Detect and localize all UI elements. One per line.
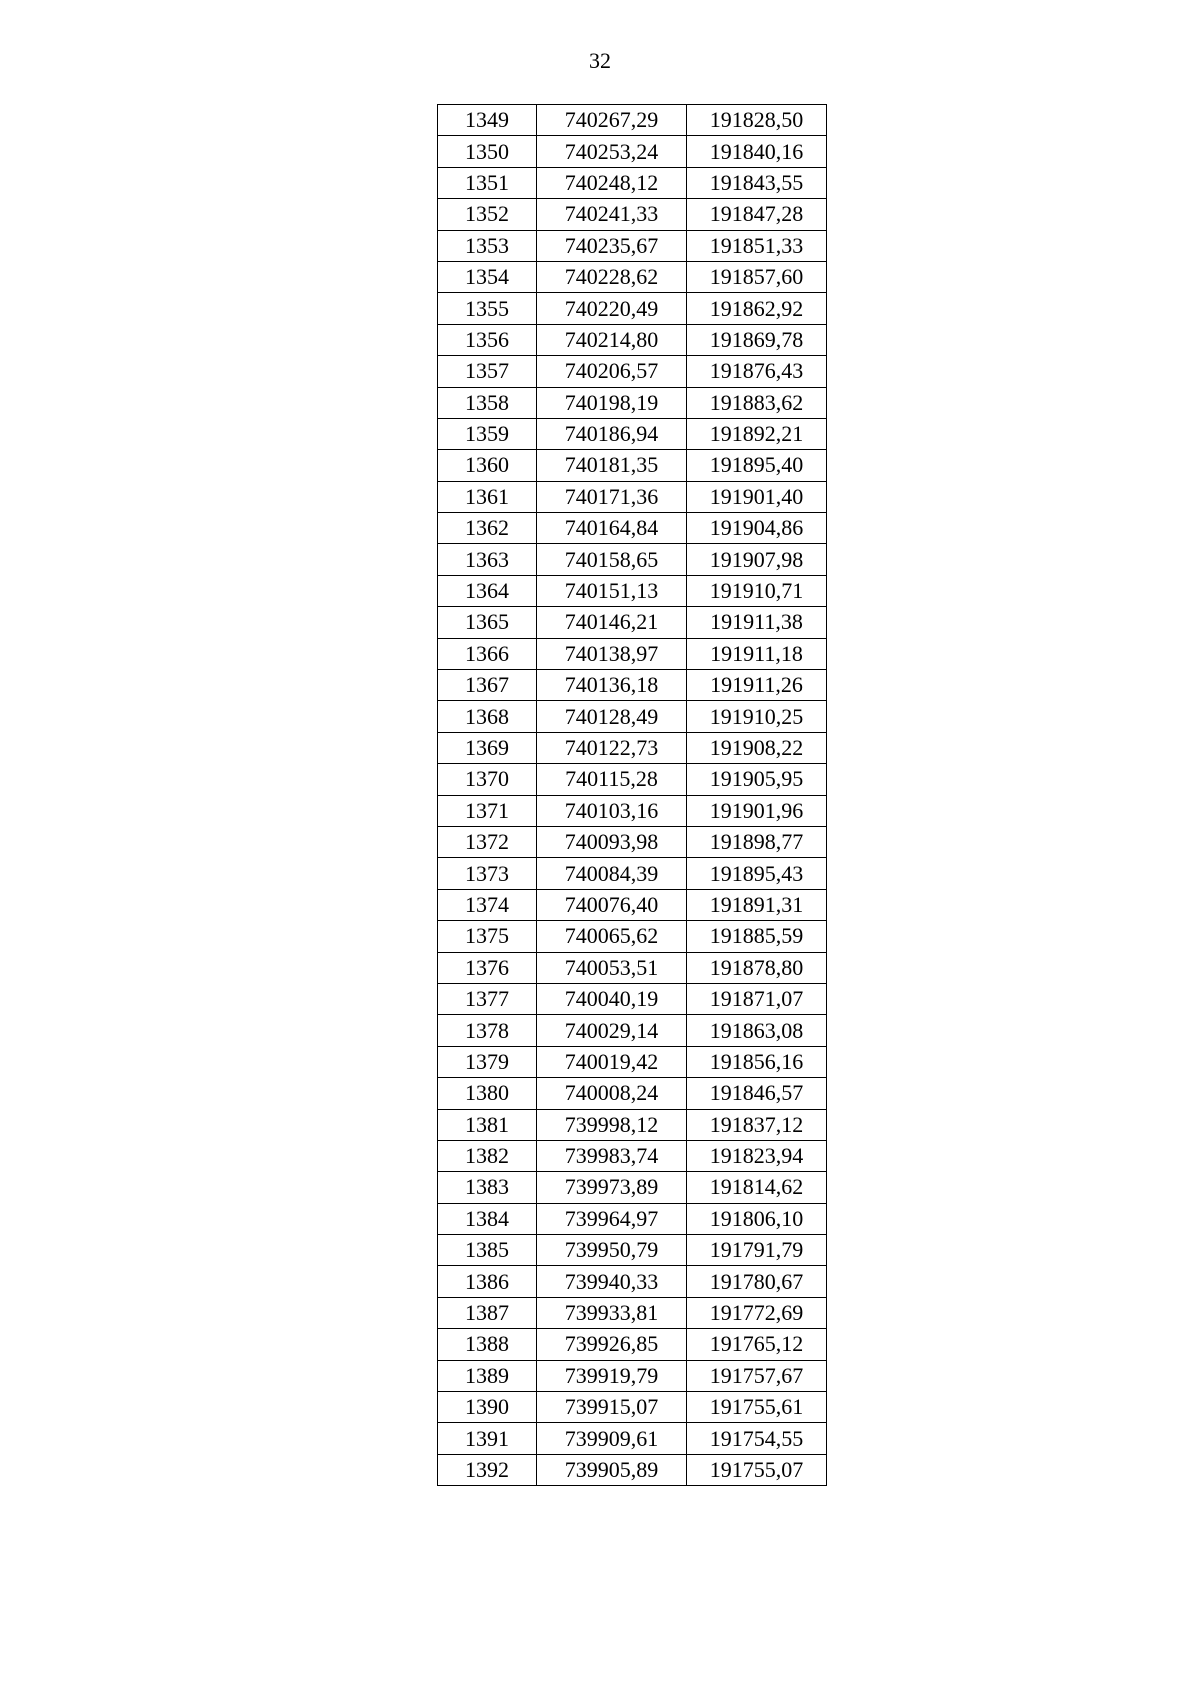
table-row — [438, 952, 827, 983]
point-number-cell: 1380 — [438, 1078, 537, 1109]
table-row — [438, 293, 827, 324]
table-row — [438, 670, 827, 701]
point-number-cell: 1361 — [438, 481, 537, 512]
table-row — [438, 1109, 827, 1140]
point-number-cell: 1392 — [438, 1454, 537, 1485]
x-coordinate-cell: 739915,07 — [537, 1392, 687, 1423]
table-row — [438, 889, 827, 920]
x-coordinate-cell: 739983,74 — [537, 1140, 687, 1171]
table-row — [438, 450, 827, 481]
point-number-cell: 1366 — [438, 638, 537, 669]
x-coordinate-cell: 740138,97 — [537, 638, 687, 669]
table-row — [438, 1078, 827, 1109]
table-row — [438, 167, 827, 198]
point-number-cell: 1381 — [438, 1109, 537, 1140]
y-coordinate-cell: 191901,40 — [687, 481, 827, 512]
x-coordinate-cell: 740220,49 — [537, 293, 687, 324]
y-coordinate-cell: 191871,07 — [687, 983, 827, 1014]
table-row — [438, 858, 827, 889]
table-row — [438, 1046, 827, 1077]
point-number-cell: 1360 — [438, 450, 537, 481]
point-number-cell: 1371 — [438, 795, 537, 826]
point-number-cell: 1368 — [438, 701, 537, 732]
x-coordinate-cell: 740181,35 — [537, 450, 687, 481]
y-coordinate-cell: 191863,08 — [687, 1015, 827, 1046]
table-row — [438, 921, 827, 952]
table-row — [438, 1203, 827, 1234]
y-coordinate-cell: 191754,55 — [687, 1423, 827, 1454]
x-coordinate-cell: 740053,51 — [537, 952, 687, 983]
table-row — [438, 1329, 827, 1360]
y-coordinate-cell: 191895,43 — [687, 858, 827, 889]
point-number-cell: 1389 — [438, 1360, 537, 1391]
x-coordinate-cell: 740158,65 — [537, 544, 687, 575]
point-number-cell: 1378 — [438, 1015, 537, 1046]
x-coordinate-cell: 739950,79 — [537, 1235, 687, 1266]
x-coordinate-cell: 740136,18 — [537, 670, 687, 701]
y-coordinate-cell: 191806,10 — [687, 1203, 827, 1234]
table-row — [438, 1360, 827, 1391]
table-row — [438, 105, 827, 136]
table-row — [438, 795, 827, 826]
x-coordinate-cell: 740008,24 — [537, 1078, 687, 1109]
x-coordinate-cell: 740128,49 — [537, 701, 687, 732]
table-row — [438, 1015, 827, 1046]
table-row — [438, 387, 827, 418]
y-coordinate-cell: 191828,50 — [687, 105, 827, 136]
table-row — [438, 199, 827, 230]
point-number-cell: 1352 — [438, 199, 537, 230]
table-row — [438, 607, 827, 638]
y-coordinate-cell: 191898,77 — [687, 826, 827, 857]
table-row — [438, 1140, 827, 1171]
y-coordinate-cell: 191883,62 — [687, 387, 827, 418]
point-number-cell: 1354 — [438, 261, 537, 292]
table-row — [438, 732, 827, 763]
point-number-cell: 1353 — [438, 230, 537, 261]
x-coordinate-cell: 740248,12 — [537, 167, 687, 198]
x-coordinate-cell: 740093,98 — [537, 826, 687, 857]
y-coordinate-cell: 191791,79 — [687, 1235, 827, 1266]
y-coordinate-cell: 191901,96 — [687, 795, 827, 826]
y-coordinate-cell: 191780,67 — [687, 1266, 827, 1297]
point-number-cell: 1390 — [438, 1392, 537, 1423]
table-row — [438, 1172, 827, 1203]
y-coordinate-cell: 191765,12 — [687, 1329, 827, 1360]
point-number-cell: 1357 — [438, 356, 537, 387]
x-coordinate-cell: 739933,81 — [537, 1297, 687, 1328]
x-coordinate-cell: 740241,33 — [537, 199, 687, 230]
x-coordinate-cell: 740029,14 — [537, 1015, 687, 1046]
y-coordinate-cell: 191856,16 — [687, 1046, 827, 1077]
x-coordinate-cell: 740186,94 — [537, 418, 687, 449]
y-coordinate-cell: 191823,94 — [687, 1140, 827, 1171]
point-number-cell: 1386 — [438, 1266, 537, 1297]
y-coordinate-cell: 191907,98 — [687, 544, 827, 575]
table-row — [438, 826, 827, 857]
y-coordinate-cell: 191772,69 — [687, 1297, 827, 1328]
x-coordinate-cell: 739998,12 — [537, 1109, 687, 1140]
x-coordinate-cell: 740040,19 — [537, 983, 687, 1014]
point-number-cell: 1350 — [438, 136, 537, 167]
table-row — [438, 764, 827, 795]
point-number-cell: 1369 — [438, 732, 537, 763]
y-coordinate-cell: 191910,25 — [687, 701, 827, 732]
table-row — [438, 1423, 827, 1454]
table-row — [438, 230, 827, 261]
y-coordinate-cell: 191755,61 — [687, 1392, 827, 1423]
x-coordinate-cell: 740122,73 — [537, 732, 687, 763]
x-coordinate-cell: 740228,62 — [537, 261, 687, 292]
y-coordinate-cell: 191840,16 — [687, 136, 827, 167]
table-row — [438, 544, 827, 575]
x-coordinate-cell: 740253,24 — [537, 136, 687, 167]
point-number-cell: 1370 — [438, 764, 537, 795]
table-row — [438, 575, 827, 606]
y-coordinate-cell: 191904,86 — [687, 513, 827, 544]
x-coordinate-cell: 740214,80 — [537, 324, 687, 355]
y-coordinate-cell: 191757,67 — [687, 1360, 827, 1391]
point-number-cell: 1379 — [438, 1046, 537, 1077]
point-number-cell: 1372 — [438, 826, 537, 857]
table-row — [438, 481, 827, 512]
x-coordinate-cell: 740146,21 — [537, 607, 687, 638]
x-coordinate-cell: 740065,62 — [537, 921, 687, 952]
y-coordinate-cell: 191908,22 — [687, 732, 827, 763]
point-number-cell: 1375 — [438, 921, 537, 952]
point-number-cell: 1351 — [438, 167, 537, 198]
table-row — [438, 638, 827, 669]
page-number: 32 — [589, 48, 611, 73]
y-coordinate-cell: 191814,62 — [687, 1172, 827, 1203]
table-row — [438, 1392, 827, 1423]
x-coordinate-cell: 740206,57 — [537, 356, 687, 387]
x-coordinate-cell: 739909,61 — [537, 1423, 687, 1454]
point-number-cell: 1376 — [438, 952, 537, 983]
table-row — [438, 1297, 827, 1328]
point-number-cell: 1362 — [438, 513, 537, 544]
table-row — [438, 513, 827, 544]
point-number-cell: 1359 — [438, 418, 537, 449]
y-coordinate-cell: 191876,43 — [687, 356, 827, 387]
x-coordinate-cell: 739964,97 — [537, 1203, 687, 1234]
point-number-cell: 1388 — [438, 1329, 537, 1360]
point-number-cell: 1391 — [438, 1423, 537, 1454]
x-coordinate-cell: 740151,13 — [537, 575, 687, 606]
table-row — [438, 418, 827, 449]
point-number-cell: 1358 — [438, 387, 537, 418]
coordinates-table — [437, 104, 827, 1486]
coordinates-table-body — [438, 105, 827, 1486]
point-number-cell: 1384 — [438, 1203, 537, 1234]
point-number-cell: 1367 — [438, 670, 537, 701]
y-coordinate-cell: 191837,12 — [687, 1109, 827, 1140]
x-coordinate-cell: 739905,89 — [537, 1454, 687, 1485]
table-row — [438, 1266, 827, 1297]
x-coordinate-cell: 740198,19 — [537, 387, 687, 418]
point-number-cell: 1364 — [438, 575, 537, 606]
point-number-cell: 1385 — [438, 1235, 537, 1266]
x-coordinate-cell: 739940,33 — [537, 1266, 687, 1297]
x-coordinate-cell: 740084,39 — [537, 858, 687, 889]
table-row — [438, 983, 827, 1014]
y-coordinate-cell: 191846,57 — [687, 1078, 827, 1109]
point-number-cell: 1373 — [438, 858, 537, 889]
point-number-cell: 1365 — [438, 607, 537, 638]
y-coordinate-cell: 191857,60 — [687, 261, 827, 292]
point-number-cell: 1349 — [438, 105, 537, 136]
y-coordinate-cell: 191869,78 — [687, 324, 827, 355]
point-number-cell: 1374 — [438, 889, 537, 920]
y-coordinate-cell: 191911,18 — [687, 638, 827, 669]
y-coordinate-cell: 191862,92 — [687, 293, 827, 324]
table-row — [438, 1235, 827, 1266]
y-coordinate-cell: 191910,71 — [687, 575, 827, 606]
table-row — [438, 356, 827, 387]
x-coordinate-cell: 740267,29 — [537, 105, 687, 136]
x-coordinate-cell: 740171,36 — [537, 481, 687, 512]
x-coordinate-cell: 740019,42 — [537, 1046, 687, 1077]
point-number-cell: 1377 — [438, 983, 537, 1014]
table-row — [438, 324, 827, 355]
x-coordinate-cell: 739919,79 — [537, 1360, 687, 1391]
point-number-cell: 1355 — [438, 293, 537, 324]
y-coordinate-cell: 191851,33 — [687, 230, 827, 261]
y-coordinate-cell: 191892,21 — [687, 418, 827, 449]
y-coordinate-cell: 191905,95 — [687, 764, 827, 795]
table-row — [438, 261, 827, 292]
y-coordinate-cell: 191755,07 — [687, 1454, 827, 1485]
y-coordinate-cell: 191847,28 — [687, 199, 827, 230]
point-number-cell: 1382 — [438, 1140, 537, 1171]
table-row — [438, 701, 827, 732]
point-number-cell: 1363 — [438, 544, 537, 575]
x-coordinate-cell: 740076,40 — [537, 889, 687, 920]
y-coordinate-cell: 191891,31 — [687, 889, 827, 920]
x-coordinate-cell: 739973,89 — [537, 1172, 687, 1203]
point-number-cell: 1383 — [438, 1172, 537, 1203]
table-row — [438, 1454, 827, 1485]
y-coordinate-cell: 191843,55 — [687, 167, 827, 198]
x-coordinate-cell: 740235,67 — [537, 230, 687, 261]
x-coordinate-cell: 740103,16 — [537, 795, 687, 826]
point-number-cell: 1387 — [438, 1297, 537, 1328]
x-coordinate-cell: 740115,28 — [537, 764, 687, 795]
x-coordinate-cell: 740164,84 — [537, 513, 687, 544]
y-coordinate-cell: 191911,26 — [687, 670, 827, 701]
y-coordinate-cell: 191895,40 — [687, 450, 827, 481]
y-coordinate-cell: 191911,38 — [687, 607, 827, 638]
y-coordinate-cell: 191885,59 — [687, 921, 827, 952]
x-coordinate-cell: 739926,85 — [537, 1329, 687, 1360]
point-number-cell: 1356 — [438, 324, 537, 355]
table-row — [438, 136, 827, 167]
y-coordinate-cell: 191878,80 — [687, 952, 827, 983]
